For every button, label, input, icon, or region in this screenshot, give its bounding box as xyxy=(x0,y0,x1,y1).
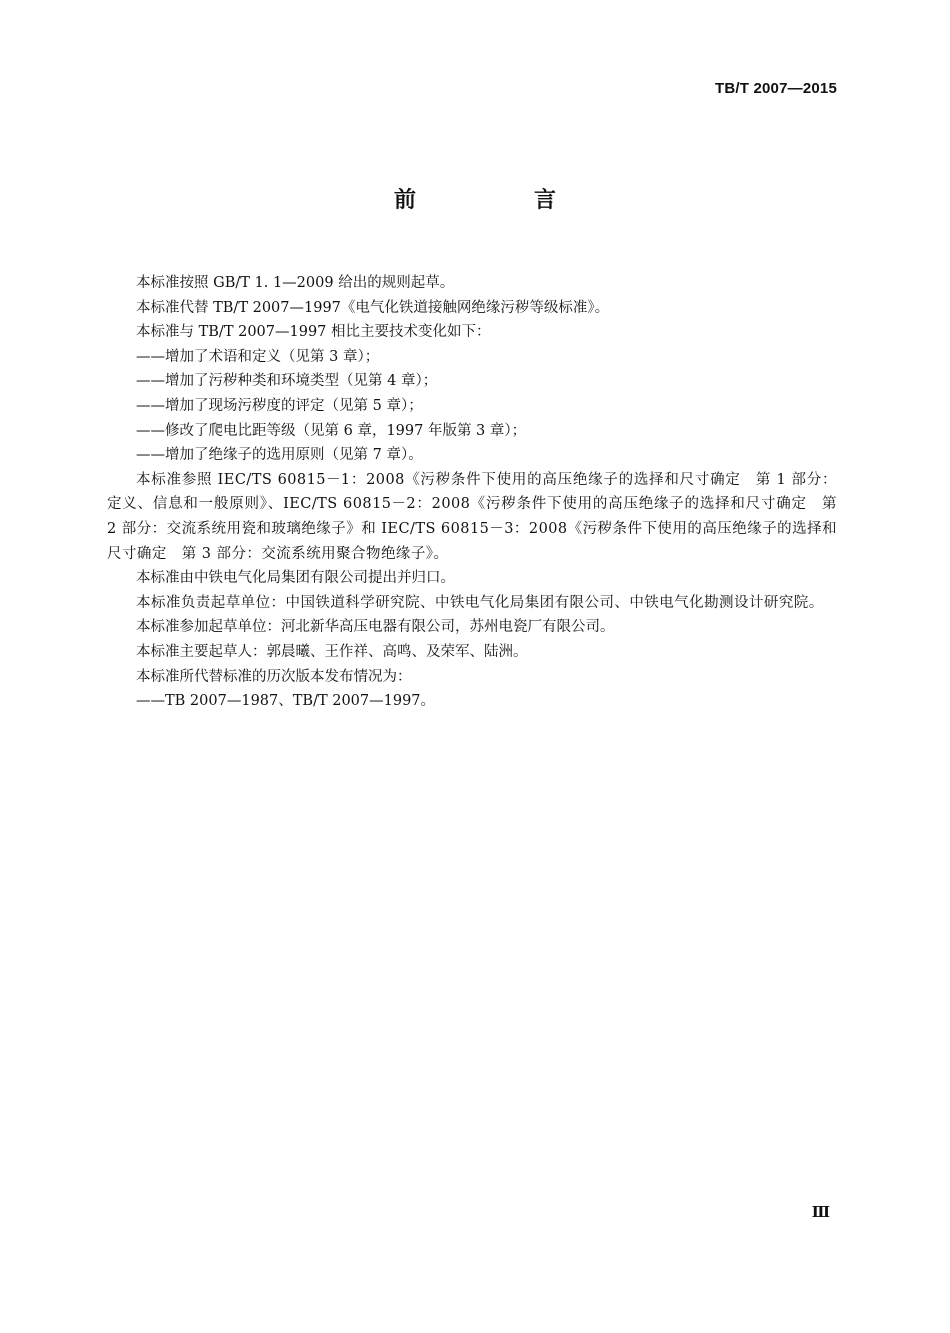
paragraph: 本标准与 TB/T 2007—1997 相比主要技术变化如下： xyxy=(136,324,491,341)
list-item: ——增加了现场污秽度的评定（见第 5 章）； xyxy=(136,397,423,414)
paragraph: 本标准主要起草人：郭晨曦、王作祥、高鸣、及荣军、陆洲。 xyxy=(136,643,528,660)
paragraph: 本标准按照 GB/T 1. 1—2009 给出的规则起草。 xyxy=(136,275,455,291)
list-item: ——修改了爬电比距等级（见第 6 章，1997 年版第 3 章）； xyxy=(136,422,527,439)
list-item: ——TB 2007—1987、TB/T 2007—1997。 xyxy=(136,693,436,710)
paragraph: 本标准参照 IEC/TS 60815－1：2008《污秽条件下使用的高压绝缘子的选择和尺寸确定 第 1 部分：定义、信息和一般原则》、IEC/TS 60815－2：2008《污秽条件下使用的高压绝缘子的选择和尺寸确定 第 2 部分：交流系统用瓷和玻璃绝缘子》和 IEC/TS 60815－3：2008《污秽条件下使用的高压绝缘子的选择和尺寸确定 第 3 部分：交流系统用聚合物绝缘子》。 xyxy=(107,471,837,562)
paragraph: 本标准代替 TB/T 2007—1997《电气化铁道接触网绝缘污秽等级标准》。 xyxy=(136,299,610,316)
list-item: ——增加了术语和定义（见第 3 章）； xyxy=(136,348,380,365)
standard-code: TB/T 2007—2015 xyxy=(714,80,837,97)
document-body xyxy=(107,271,837,714)
page-title: 前 言 xyxy=(393,187,604,213)
paragraph: 本标准负责起草单位：中国铁道科学研究院、中铁电气化局集团有限公司、中铁电气化勘测设计研究院。 xyxy=(136,594,824,611)
page-number: Ⅲ xyxy=(811,1203,830,1221)
list-item: ——增加了绝缘子的选用原则（见第 7 章）。 xyxy=(136,447,423,464)
list-item: ——增加了污秽种类和环境类型（见第 4 章）； xyxy=(136,373,438,390)
paragraph: 本标准所代替标准的历次版本发布情况为： xyxy=(136,668,412,685)
paragraph: 本标准参加起草单位：河北新华高压电器有限公司，苏州电瓷厂有限公司。 xyxy=(136,619,615,636)
paragraph: 本标准由中铁电气化局集团有限公司提出并归口。 xyxy=(136,570,455,587)
